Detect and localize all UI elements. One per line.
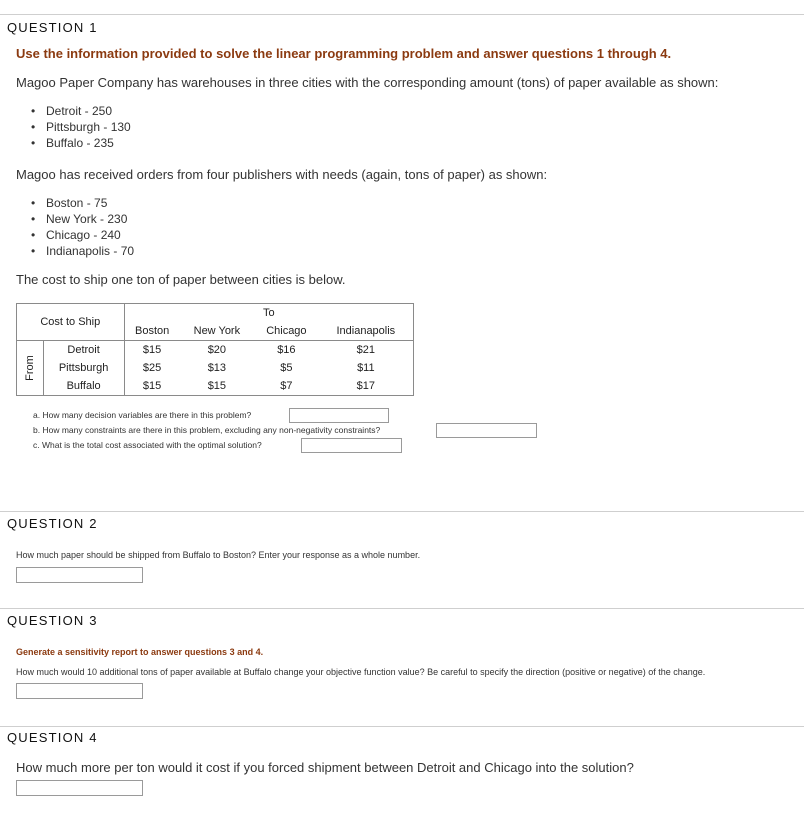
question-3-intro: Generate a sensitivity report to answer questions 3 and 4. <box>16 647 264 657</box>
q2-divider <box>0 511 804 512</box>
to-label: To <box>262 307 275 319</box>
list-item: • Indianapolis - 70 <box>28 243 134 259</box>
question-3-answer-input[interactable] <box>16 683 143 699</box>
table-row <box>17 377 414 396</box>
cost-cell: $15 <box>142 380 162 392</box>
question-2-heading: QUESTION 2 <box>7 516 98 531</box>
q1-divider <box>0 14 804 15</box>
orders-text: Magoo has received orders from four publishers with needs (again, tons of paper) as shown: <box>16 167 548 182</box>
cost-text: The cost to ship one ton of paper between cities is below. <box>16 272 346 287</box>
cost-cell: $15 <box>207 380 227 392</box>
column-header: Indianapolis <box>336 325 396 337</box>
list-item: • Chicago - 240 <box>28 227 134 243</box>
cost-cell: $16 <box>254 341 319 360</box>
cost-cell: $21 <box>319 341 414 360</box>
row-header: Pittsburgh <box>43 359 124 377</box>
question-1-heading: QUESTION 1 <box>7 20 98 35</box>
answer-b-input[interactable] <box>436 423 537 438</box>
subquestion-c: c. What is the total cost associated with the optimal solution? <box>33 440 262 450</box>
subquestion-a: a. How many decision variables are there in this problem? <box>33 410 252 420</box>
question-4-answer-input[interactable] <box>16 780 143 796</box>
question-4-prompt: How much more per ton would it cost if you forced shipment between Detroit and Chicago into the solution? <box>16 760 634 775</box>
from-label: From <box>23 355 36 381</box>
orders-list <box>28 195 134 259</box>
warehouses-text: Magoo Paper Company has warehouses in three cities with the corresponding amount (tons) of paper available as shown: <box>16 75 719 90</box>
cost-cell: $7 <box>280 380 293 392</box>
row-header: Buffalo <box>43 377 124 396</box>
answer-c-input[interactable] <box>301 438 402 453</box>
cost-cell: $17 <box>356 380 376 392</box>
question-2-prompt: How much paper should be shipped from Buffalo to Boston? Enter your response as a whole number. <box>16 550 421 560</box>
list-item: • Pittsburgh - 130 <box>28 119 131 135</box>
cost-cell: $13 <box>207 362 227 374</box>
list-item: • Buffalo - 235 <box>28 135 131 151</box>
column-header: Chicago <box>266 325 307 337</box>
question-4-heading: QUESTION 4 <box>7 730 98 745</box>
question-2-answer-input[interactable] <box>16 567 143 583</box>
list-item: • Boston - 75 <box>28 195 134 211</box>
cost-cell: $25 <box>142 362 162 374</box>
answer-a-input[interactable] <box>289 408 389 423</box>
cost-cell: $15 <box>124 341 180 360</box>
column-header: New York <box>193 325 241 337</box>
table-row <box>17 359 414 377</box>
list-item: • New York - 230 <box>28 211 134 227</box>
cost-cell: $20 <box>180 341 254 360</box>
subquestion-b: b. How many constraints are there in this problem, excluding any non-negativity constraints? <box>33 425 381 435</box>
q4-divider <box>0 726 804 727</box>
from-label-cell <box>17 341 44 396</box>
question-3-prompt: How much would 10 additional tons of paper available at Buffalo change your objective function value? Be careful to specify the direction (positive or negative) of the change. <box>16 667 706 677</box>
question-3-heading: QUESTION 3 <box>7 613 98 628</box>
column-header: Boston <box>134 325 170 337</box>
list-item: • Detroit - 250 <box>28 103 131 119</box>
question-1-intro: Use the information provided to solve the linear programming problem and answer questions 1 through 4. <box>16 46 672 61</box>
q3-divider <box>0 608 804 609</box>
cost-cell: $5 <box>280 362 293 374</box>
warehouses-list <box>28 103 131 151</box>
cost-table-corner: Cost to Ship <box>17 304 125 341</box>
table-row <box>17 341 414 360</box>
cost-table <box>16 303 414 396</box>
cost-cell: $11 <box>357 362 375 374</box>
row-header: Detroit <box>43 341 124 360</box>
